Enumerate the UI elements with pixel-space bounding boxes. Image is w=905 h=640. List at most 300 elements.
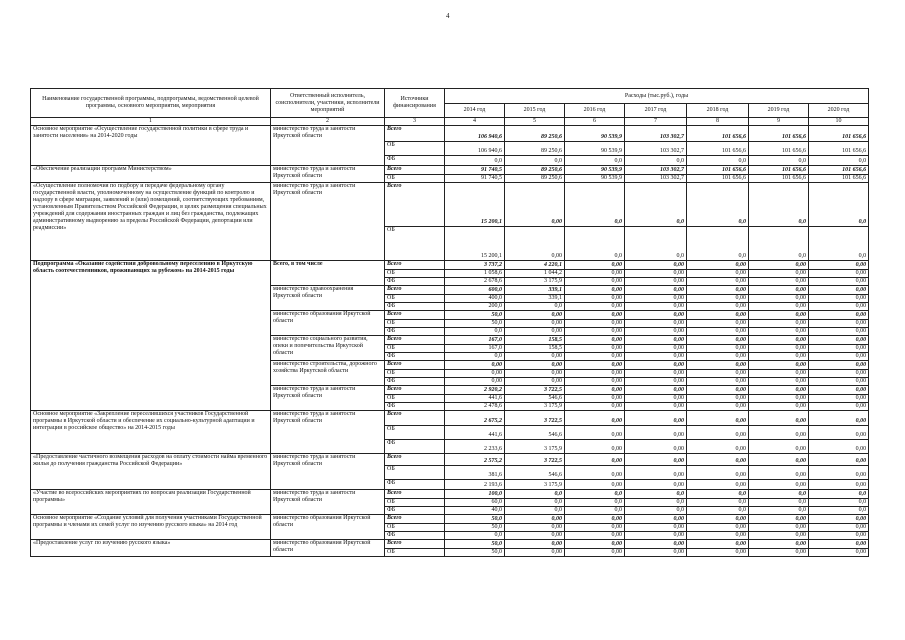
expense-value: 0,0 (809, 156, 869, 166)
expense-value: 0,00 (625, 549, 687, 557)
expense-value: 0,00 (565, 320, 625, 328)
header-year: 2020 год (809, 104, 869, 118)
funding-source: ФБ (385, 328, 445, 336)
expense-value: 600,0 (445, 286, 505, 295)
header-executor: Ответственный исполнитель, соисполнители, участники, исполнители мероприятий (271, 89, 385, 118)
expense-value: 89 250,6 (505, 166, 565, 175)
funding-source: ОБ (385, 295, 445, 303)
expense-value: 0,00 (625, 454, 687, 466)
expense-value: 0,0 (749, 183, 809, 227)
expense-value: 0,00 (505, 183, 565, 227)
expense-value: 0,00 (809, 270, 869, 278)
expense-value: 0,00 (625, 395, 687, 403)
expense-value: 101 656,6 (749, 175, 809, 183)
funding-source: ОБ (385, 499, 445, 507)
expense-value: 0,00 (505, 549, 565, 557)
funding-source: Всего (385, 286, 445, 295)
header-column-index: 8 (687, 118, 749, 126)
expense-value: 101 656,6 (687, 142, 749, 156)
expense-value: 15 200,1 (445, 183, 505, 227)
expense-value: 0,00 (625, 336, 687, 345)
expense-value: 0,00 (749, 454, 809, 466)
expense-value: 0,00 (625, 480, 687, 490)
expense-value: 101 656,6 (749, 126, 809, 142)
expense-value: 0,00 (625, 320, 687, 328)
expense-value: 0,00 (565, 311, 625, 320)
expense-value: 50,0 (445, 311, 505, 320)
expense-value: 0,00 (565, 540, 625, 549)
expense-value: 0,00 (809, 411, 869, 426)
expense-value: 0,00 (565, 386, 625, 395)
expense-value: 0,00 (505, 532, 565, 540)
expense-value: 101 656,6 (687, 166, 749, 175)
expense-value: 0,00 (749, 386, 809, 395)
funding-source: Всего (385, 166, 445, 175)
funding-source: Всего (385, 311, 445, 320)
expense-value: 0,00 (625, 328, 687, 336)
expense-value: 90 539,9 (565, 166, 625, 175)
expense-value: 0,00 (809, 454, 869, 466)
expense-value: 2 478,6 (445, 403, 505, 411)
expense-value: 0,00 (749, 411, 809, 426)
expense-value: 0,0 (505, 303, 565, 311)
expense-value: 0,00 (749, 311, 809, 320)
expense-value: 0,00 (809, 295, 869, 303)
expense-value: 3 175,9 (505, 440, 565, 454)
funding-source: ОБ (385, 227, 445, 261)
expense-value: 0,00 (809, 549, 869, 557)
expense-value: 546,6 (505, 426, 565, 440)
funding-source: Всего (385, 454, 445, 466)
expense-value: 0,00 (687, 328, 749, 336)
executor: министерство труда и занятости Иркутской области (271, 411, 385, 454)
expense-value: 0,00 (809, 311, 869, 320)
table-row (31, 515, 869, 524)
expense-value: 0,00 (687, 386, 749, 395)
expense-value: 0,0 (565, 490, 625, 499)
expense-value: 0,00 (625, 345, 687, 353)
expense-value: 0,00 (749, 395, 809, 403)
header-year: 2014 год (445, 104, 505, 118)
expense-value: 0,00 (625, 515, 687, 524)
expense-value: 0,00 (809, 403, 869, 411)
expense-value: 0,00 (565, 395, 625, 403)
expense-value: 0,0 (625, 490, 687, 499)
table-row (31, 490, 869, 499)
expense-value: 0,0 (687, 490, 749, 499)
expense-value: 0,0 (505, 507, 565, 515)
expense-value: 90 539,9 (565, 126, 625, 142)
expense-value: 0,00 (565, 328, 625, 336)
expense-value: 101 656,6 (687, 126, 749, 142)
expense-value: 0,00 (687, 426, 749, 440)
expense-value: 3 175,9 (505, 403, 565, 411)
expense-value: 0,00 (687, 480, 749, 490)
funding-source: ФБ (385, 507, 445, 515)
expense-value: 546,6 (505, 395, 565, 403)
expense-value: 0,0 (625, 507, 687, 515)
expense-value: 2 920,2 (445, 386, 505, 395)
program-name: Основное мероприятие «Осуществление государственной политики в сфере труда и занятости населения» на 2014-2020 годы (31, 126, 271, 166)
funding-source: ФБ (385, 156, 445, 166)
header-name: Наименование государственной программы, подпрограммы, ведомственной целевой программы, основного мероприятия, мероприятия (31, 89, 271, 118)
expense-value: 0,00 (565, 345, 625, 353)
expense-value: 0,00 (749, 286, 809, 295)
funding-source: ОБ (385, 395, 445, 403)
expense-value: 0,00 (809, 361, 869, 370)
expense-value: 106 940,6 (445, 126, 505, 142)
expense-value: 441,6 (445, 426, 505, 440)
expense-value: 89 250,6 (505, 126, 565, 142)
expense-value: 3 175,9 (505, 278, 565, 286)
expense-value: 0,00 (809, 440, 869, 454)
table-row (31, 126, 869, 142)
expense-value: 0,00 (809, 286, 869, 295)
expense-value: 0,00 (749, 532, 809, 540)
header-year: 2018 год (687, 104, 749, 118)
funding-source: ОБ (385, 345, 445, 353)
expense-value: 0,00 (565, 270, 625, 278)
funding-source: Всего (385, 515, 445, 524)
expense-value: 0,00 (809, 524, 869, 532)
expense-value: 0,0 (809, 227, 869, 261)
expense-value: 89 250,6 (505, 175, 565, 183)
program-name: Основное мероприятие «Создание условий для получения участниками Государственной программы и членами их семей услуг по изучению русского языка» на 2014 год (31, 515, 271, 540)
expense-value: 1 058,6 (445, 270, 505, 278)
expense-value: 0,00 (687, 286, 749, 295)
expense-value: 0,00 (809, 532, 869, 540)
expense-value: 0,0 (749, 490, 809, 499)
executor: министерство труда и занятости Иркутской области (271, 183, 385, 261)
expense-value: 0,00 (505, 370, 565, 378)
expense-value: 101 656,6 (809, 126, 869, 142)
expense-value: 0,00 (809, 336, 869, 345)
expense-value: 167,0 (445, 336, 505, 345)
expense-value: 0,0 (445, 532, 505, 540)
expense-value: 0,00 (505, 353, 565, 361)
funding-source: Всего (385, 261, 445, 270)
expense-value: 3 722,5 (505, 386, 565, 395)
expense-value: 101 656,6 (809, 175, 869, 183)
expense-value: 0,00 (687, 345, 749, 353)
expense-value: 0,00 (565, 261, 625, 270)
funding-source: ОБ (385, 524, 445, 532)
expense-value: 0,00 (565, 353, 625, 361)
expense-value: 0,00 (625, 361, 687, 370)
expense-value: 0,00 (687, 361, 749, 370)
expense-value: 0,00 (505, 328, 565, 336)
expense-value: 2 678,6 (445, 278, 505, 286)
expense-value: 0,00 (809, 515, 869, 524)
expense-value: 0,00 (687, 311, 749, 320)
header-column-index: 10 (809, 118, 869, 126)
expense-value: 90 539,9 (565, 142, 625, 156)
expense-value: 0,0 (687, 499, 749, 507)
expense-value: 0,0 (687, 183, 749, 227)
expense-value: 0,00 (687, 395, 749, 403)
expense-value: 0,00 (565, 466, 625, 480)
expense-value: 0,00 (687, 270, 749, 278)
funding-source: ФБ (385, 303, 445, 311)
funding-source: Всего (385, 386, 445, 395)
expense-value: 400,0 (445, 295, 505, 303)
expense-value: 0,00 (749, 328, 809, 336)
header-column-index: 7 (625, 118, 687, 126)
funding-source: ФБ (385, 532, 445, 540)
table-row (31, 540, 869, 549)
expense-value: 0,0 (565, 499, 625, 507)
expense-value: 200,0 (445, 303, 505, 311)
expense-value: 0,00 (687, 411, 749, 426)
expense-value: 0,00 (505, 227, 565, 261)
expense-value: 0,00 (687, 353, 749, 361)
expense-value: 0,0 (565, 156, 625, 166)
funding-source: ОБ (385, 426, 445, 440)
expense-value: 0,0 (625, 156, 687, 166)
expense-value: 2 575,2 (445, 454, 505, 466)
expense-value: 0,00 (625, 403, 687, 411)
expense-value: 0,00 (749, 336, 809, 345)
expense-value: 0,00 (749, 353, 809, 361)
expense-value: 3 737,2 (445, 261, 505, 270)
funding-source: ОБ (385, 466, 445, 480)
executor: министерство труда и занятости Иркутской области (271, 454, 385, 490)
program-name: «Осуществление полномочия по подбору и передаче федеральному органу государственной власти, уполномоченному на осуществление функций по контролю и надзору в сфере миграции, заявлений и (или) помещений, соответствующих требованиям, установленным Правительством Российской Федерации, в целях размещения специальных учреждений для содержания иностранных граждан и лиц без гражданства, подлежащих административному выдворению за пределы Российской Федерации, депортации или реадмиссии» (31, 183, 271, 261)
expense-value: 15 200,1 (445, 227, 505, 261)
expense-value: 0,00 (749, 466, 809, 480)
expense-value: 0,00 (809, 466, 869, 480)
funding-source: Всего (385, 361, 445, 370)
expense-value: 0,00 (809, 303, 869, 311)
expense-value: 103 302,7 (625, 166, 687, 175)
expense-value: 158,5 (505, 345, 565, 353)
expense-value: 0,0 (809, 183, 869, 227)
funding-source: ОБ (385, 175, 445, 183)
program-name: Подпрограмма «Оказание содействия добровольному переселению в Иркутскую область соотечественников, проживающих за рубежом» на 2014-2015 годы (31, 261, 271, 411)
expense-value: 0,00 (749, 426, 809, 440)
expense-value: 0,00 (749, 524, 809, 532)
expense-value: 0,00 (445, 378, 505, 386)
funding-source: ФБ (385, 353, 445, 361)
expense-value: 0,00 (749, 295, 809, 303)
expense-value: 0,00 (687, 370, 749, 378)
expense-value: 0,0 (749, 507, 809, 515)
expense-value: 0,0 (809, 490, 869, 499)
expense-value: 0,00 (749, 549, 809, 557)
header-column-index: 2 (271, 118, 385, 126)
expense-value: 0,00 (749, 440, 809, 454)
expense-value: 101 656,6 (749, 166, 809, 175)
expense-value: 0,00 (565, 361, 625, 370)
expense-value: 0,00 (625, 540, 687, 549)
funding-source: Всего (385, 490, 445, 499)
expense-value: 0,00 (809, 480, 869, 490)
header-year: 2016 год (565, 104, 625, 118)
expense-value: 0,00 (749, 345, 809, 353)
expense-value: 441,6 (445, 395, 505, 403)
expense-value: 0,00 (625, 426, 687, 440)
expense-value: 0,00 (625, 370, 687, 378)
expense-value: 0,00 (809, 540, 869, 549)
expense-value: 0,00 (809, 370, 869, 378)
table-row (31, 454, 869, 466)
expense-value: 3 722,5 (505, 411, 565, 426)
executor: министерство здравоохранения Иркутской области (271, 286, 385, 311)
expense-value: 0,00 (749, 378, 809, 386)
expense-value: 0,00 (625, 466, 687, 480)
expense-value: 0,00 (565, 286, 625, 295)
expense-value: 0,00 (565, 378, 625, 386)
expense-value: 40,0 (445, 507, 505, 515)
expense-value: 0,00 (565, 524, 625, 532)
page-number: 4 (446, 12, 450, 20)
program-name: «Участие во всероссийских мероприятиях по вопросам реализации Государственной программы» (31, 490, 271, 515)
expense-value: 0,00 (749, 261, 809, 270)
funding-source: ФБ (385, 440, 445, 454)
expense-value: 0,00 (505, 320, 565, 328)
program-name: Основное мероприятие «Закрепление переселившихся участников Государственной программы в Иркутской области и обеспечение их социально-культурной адаптации и интеграции в российское общество» на 2014-2015 годы (31, 411, 271, 454)
expense-value: 339,1 (505, 295, 565, 303)
expense-value: 0,00 (625, 270, 687, 278)
expense-value: 91 740,5 (445, 166, 505, 175)
program-name: «Обеспечение реализации программ Министерством» (31, 166, 271, 183)
expense-value: 0,00 (749, 270, 809, 278)
expense-value: 0,00 (809, 386, 869, 395)
expense-value: 100,0 (445, 490, 505, 499)
expense-value: 4 220,1 (505, 261, 565, 270)
expense-value: 0,00 (625, 378, 687, 386)
expense-value: 0,00 (687, 466, 749, 480)
expense-value: 0,00 (565, 370, 625, 378)
expense-value: 0,00 (445, 361, 505, 370)
executor: министерство строительства, дорожного хозяйства Иркутской области (271, 361, 385, 386)
expense-value: 0,00 (749, 515, 809, 524)
executor: министерство образования Иркутской области (271, 311, 385, 336)
funding-source: ОБ (385, 142, 445, 156)
expense-value: 0,00 (625, 278, 687, 286)
expense-value: 101 656,6 (809, 166, 869, 175)
expense-value: 0,00 (625, 440, 687, 454)
table-row (31, 411, 869, 426)
expense-value: 0,00 (749, 303, 809, 311)
funding-source: Всего (385, 183, 445, 227)
expense-value: 0,00 (565, 336, 625, 345)
funding-source: Всего (385, 336, 445, 345)
expense-value: 0,00 (687, 515, 749, 524)
expense-value: 50,0 (445, 515, 505, 524)
expense-value: 0,00 (687, 440, 749, 454)
expense-value: 0,00 (625, 411, 687, 426)
expense-value: 0,0 (505, 490, 565, 499)
header-column-index: 6 (565, 118, 625, 126)
expense-value: 0,0 (565, 507, 625, 515)
executor: Всего, в том числе (271, 261, 385, 286)
expense-value: 0,0 (749, 227, 809, 261)
header-expenses: Расходы (тыс.руб.), годы (445, 89, 869, 104)
expense-value: 101 656,6 (809, 142, 869, 156)
expense-value: 90 539,9 (565, 175, 625, 183)
funding-source: Всего (385, 411, 445, 426)
expense-value: 0,00 (809, 353, 869, 361)
expense-value: 0,00 (687, 320, 749, 328)
expense-value: 0,00 (687, 549, 749, 557)
funding-source: ФБ (385, 403, 445, 411)
header-year: 2019 год (749, 104, 809, 118)
expense-value: 158,5 (505, 336, 565, 345)
expense-value: 0,00 (565, 480, 625, 490)
expense-value: 1 044,2 (505, 270, 565, 278)
expense-value: 3 722,5 (505, 454, 565, 466)
budget-table (30, 88, 869, 557)
expense-value: 0,00 (687, 278, 749, 286)
expense-value: 2 193,6 (445, 480, 505, 490)
executor: министерство труда и занятости Иркутской области (271, 490, 385, 515)
expense-value: 2 233,6 (445, 440, 505, 454)
expense-value: 0,00 (505, 540, 565, 549)
expense-value: 103 302,7 (625, 175, 687, 183)
funding-source: ФБ (385, 378, 445, 386)
expense-value: 0,00 (625, 295, 687, 303)
expense-value: 0,00 (809, 426, 869, 440)
expense-value: 0,0 (445, 353, 505, 361)
expense-value: 103 302,7 (625, 126, 687, 142)
expense-value: 0,00 (565, 411, 625, 426)
expense-value: 50,0 (445, 320, 505, 328)
expense-value: 0,0 (687, 156, 749, 166)
table-row (31, 261, 869, 270)
program-name: «Предоставление частичного возмещения расходов на оплату стоимости найма временного жилья до получения гражданства Российской Федерации» (31, 454, 271, 490)
funding-source: ФБ (385, 480, 445, 490)
expense-value: 0,00 (809, 378, 869, 386)
expense-value: 0,00 (687, 403, 749, 411)
expense-value: 60,0 (445, 499, 505, 507)
expense-value: 0,0 (625, 499, 687, 507)
executor: министерство труда и занятости Иркутской области (271, 386, 385, 411)
expense-value: 0,00 (565, 295, 625, 303)
executor: министерство образования Иркутской области (271, 515, 385, 540)
expense-value: 0,00 (687, 303, 749, 311)
expense-value: 0,0 (809, 499, 869, 507)
executor: министерство труда и занятости Иркутской области (271, 126, 385, 166)
expense-value: 0,00 (505, 524, 565, 532)
expense-value: 0,00 (565, 549, 625, 557)
header-column-index: 1 (31, 118, 271, 126)
expense-value: 0,0 (625, 227, 687, 261)
expense-value: 0,0 (505, 499, 565, 507)
expense-value: 0,00 (625, 286, 687, 295)
funding-source: ОБ (385, 270, 445, 278)
header-year: 2017 год (625, 104, 687, 118)
expense-value: 0,00 (809, 261, 869, 270)
expense-value: 91 740,5 (445, 175, 505, 183)
expense-value: 0,00 (687, 454, 749, 466)
expense-value: 0,00 (625, 311, 687, 320)
expense-value: 89 250,6 (505, 142, 565, 156)
expense-value: 0,0 (625, 183, 687, 227)
header-column-index: 4 (445, 118, 505, 126)
expense-value: 0,00 (445, 370, 505, 378)
expense-value: 0,0 (749, 156, 809, 166)
expense-value: 381,6 (445, 466, 505, 480)
expense-value: 0,00 (809, 278, 869, 286)
expense-value: 0,00 (565, 515, 625, 524)
table-row (31, 166, 869, 175)
expense-value: 0,00 (687, 524, 749, 532)
expense-value: 101 656,6 (749, 142, 809, 156)
expense-value: 0,00 (565, 426, 625, 440)
expense-value: 0,00 (749, 540, 809, 549)
expense-value: 0,0 (445, 156, 505, 166)
